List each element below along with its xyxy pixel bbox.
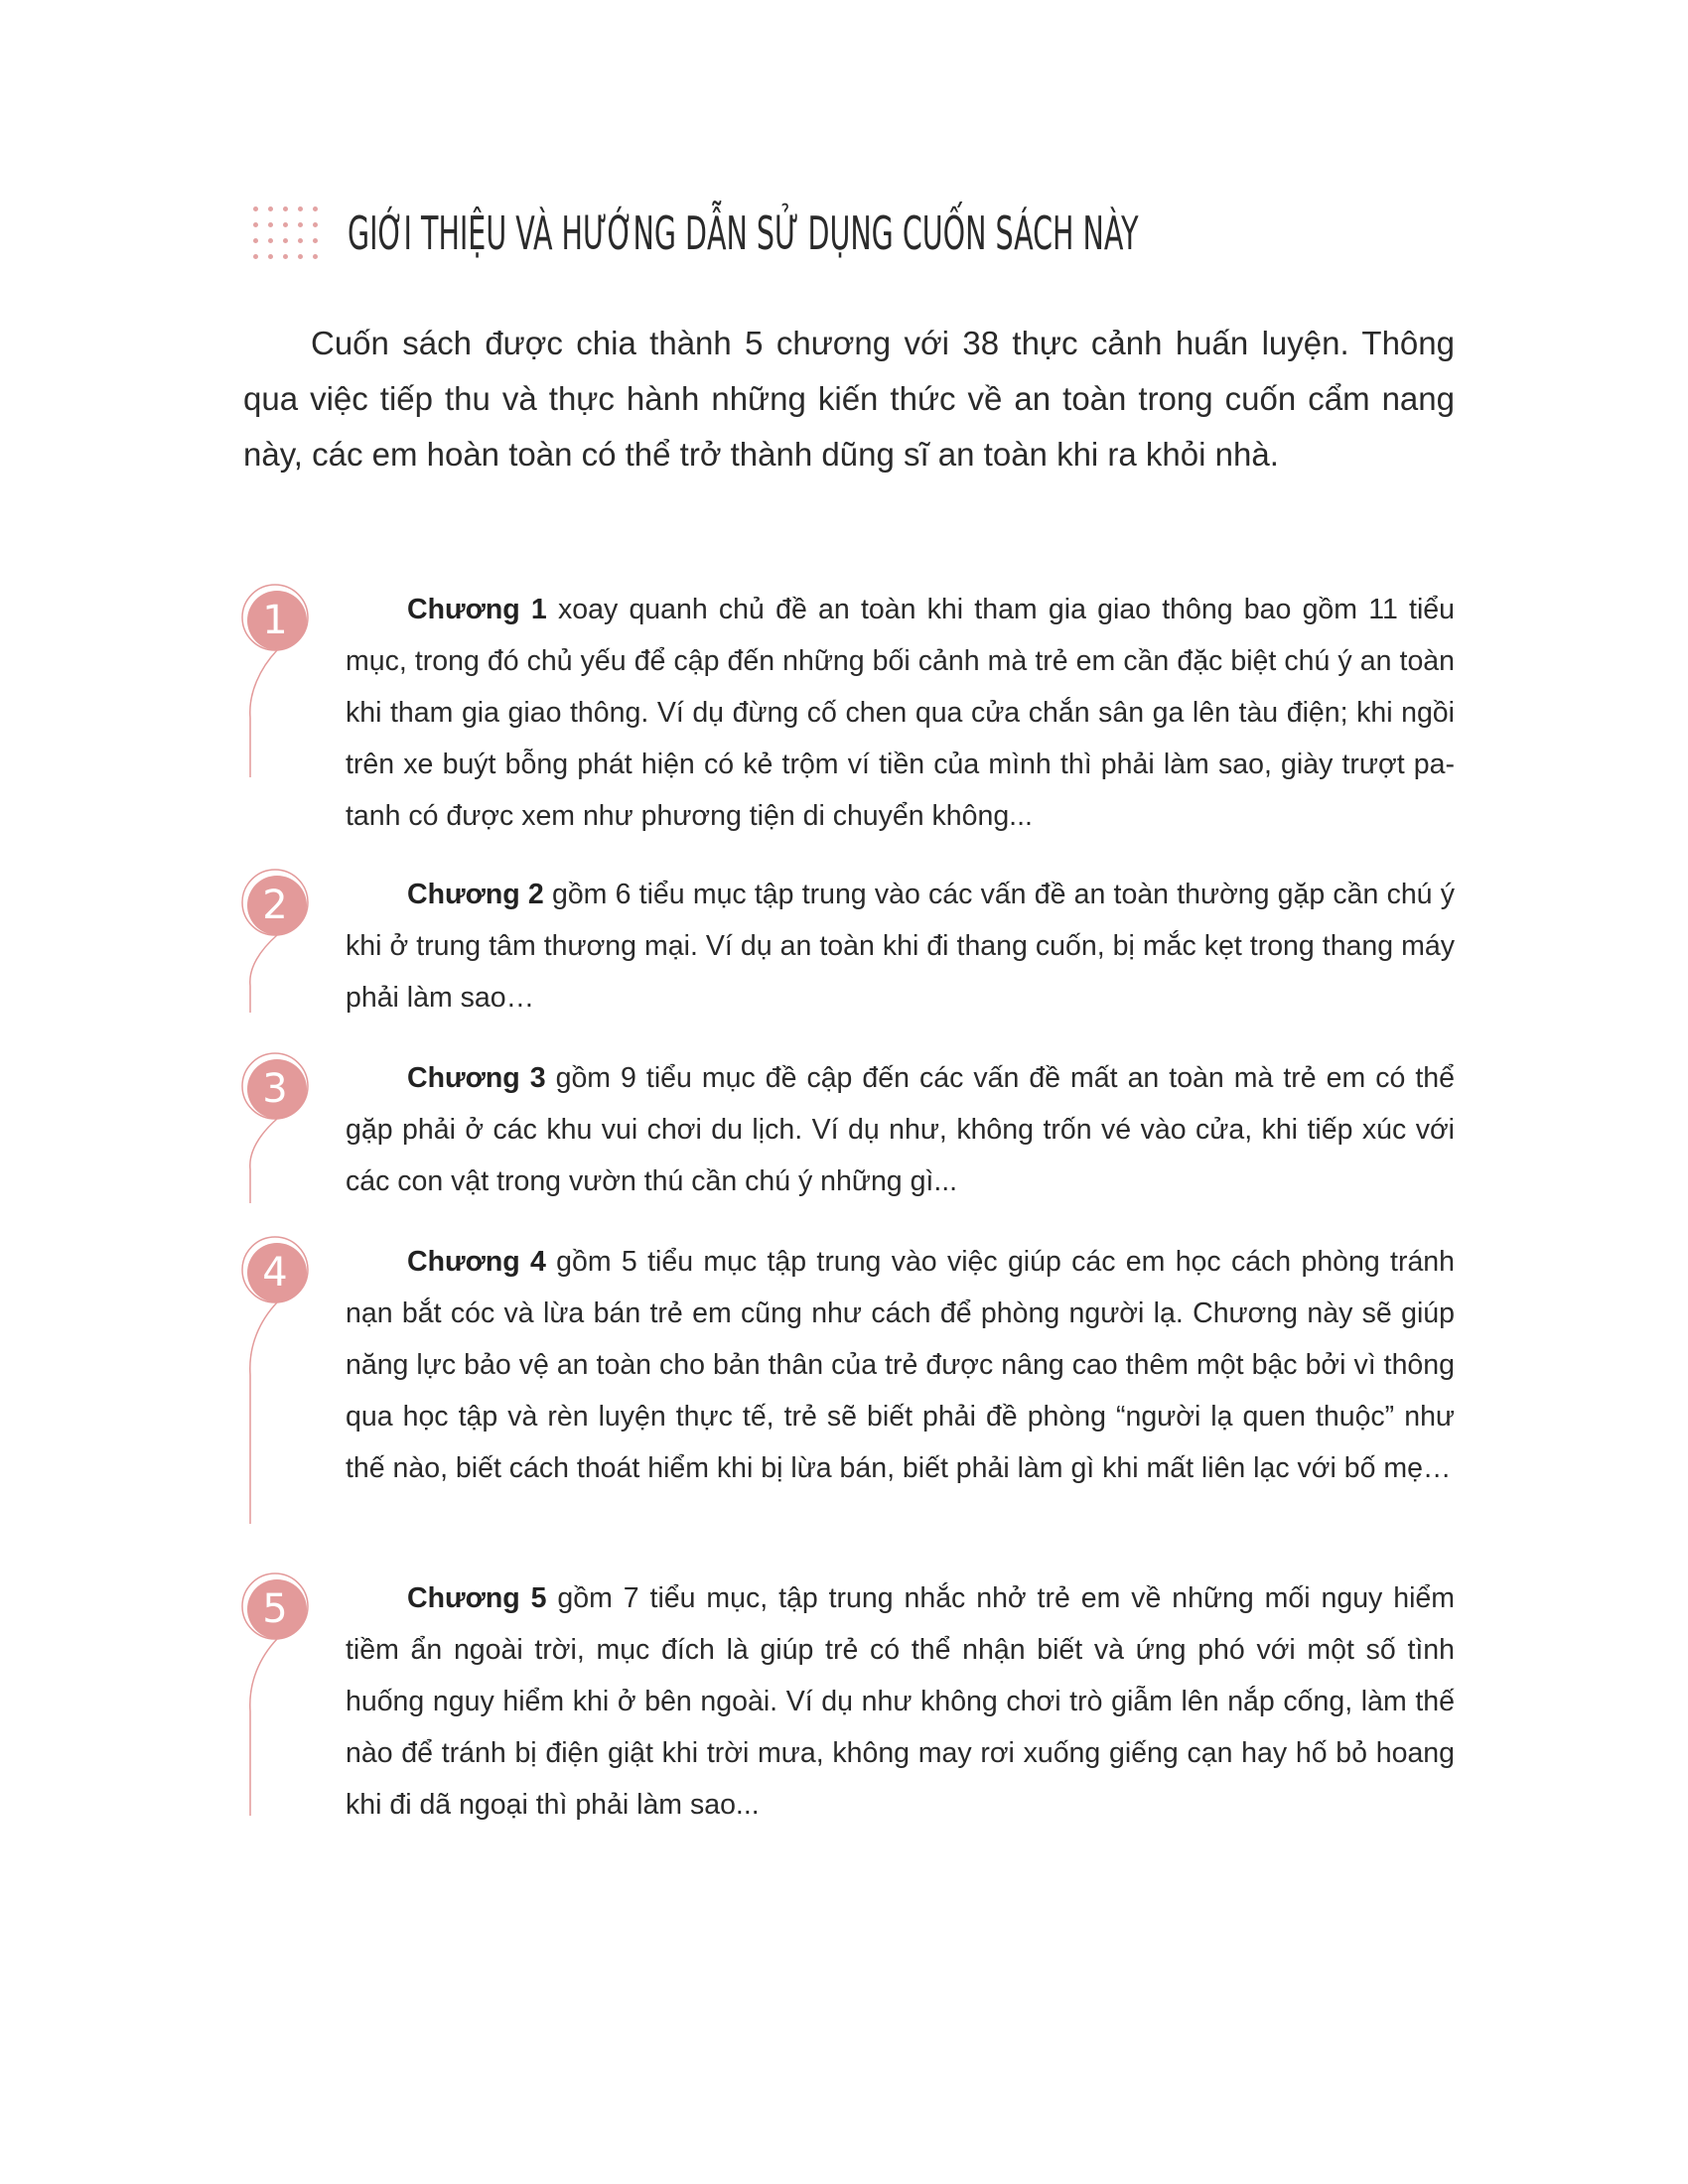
chapter-number-badge [238, 1572, 318, 1831]
dot-mark [298, 222, 303, 227]
chapter-body: gồm 6 tiểu mục tập trung vào các vấn đề an toàn thường gặp cần chú ý khi ở trung tâm thương mại. Ví dụ an toàn khi đi thang cuốn, bị mắc kẹt trong thang máy phải làm sao… [346, 879, 1455, 1014]
section-heading [253, 199, 1544, 278]
dot-mark [253, 238, 258, 243]
chapter-description [346, 1236, 1455, 1494]
chapter-body: gồm 5 tiểu mục tập trung vào việc giúp các em học cách phòng tránh nạn bắt cóc và lừa bán trẻ em cũng như cách để phòng người lạ. Chương này sẽ giúp năng lực bảo vệ an toàn cho bản thân của trẻ được nâng cao thêm một bậc bởi vì thông qua học tập và rèn luyện thực tế, trẻ sẽ biết phải đề phòng “người lạ quen thuộc” như thế nào, biết cách thoát hiểm khi bị lừa bán, biết phải làm gì khi mất liên lạc với bố mẹ… [346, 1246, 1455, 1484]
dot-mark [268, 238, 273, 243]
chapter-body: xoay quanh chủ đề an toàn khi tham gia giao thông bao gồm 11 tiểu mục, trong đó chủ yếu để cập đến những bối cảnh mà trẻ em cần đặc biệt chú ý an toàn khi tham gia giao thông. Ví dụ đừng cố chen qua cửa chắn sân ga lên tàu điện; khi ngồi trên xe buýt bỗng phát hiện có kẻ trộm ví tiền của mình thì phải làm sao, giày trượt pa-tanh có được xem như phương tiện di chuyển không... [346, 594, 1455, 832]
chapter-number: 1 [262, 598, 288, 643]
dot-mark [298, 206, 303, 211]
intro-paragraph: Cuốn sách được chia thành 5 chương với 38 thực cảnh huấn luyện. Thông qua việc tiếp thu và thực hành những kiến thức về an toàn trong cuốn cẩm nang này, các em hoàn toàn có thể trở thành dũng sĩ an toàn khi ra khỏi nhà. [243, 325, 1455, 473]
chapter-description [346, 584, 1455, 842]
number-balloon-icon [238, 1052, 318, 1201]
chapter-number-badge [238, 1236, 318, 1524]
chapter-number-badge [238, 869, 318, 1018]
dot-mark [313, 238, 318, 243]
chapter-number-badge [238, 584, 318, 782]
dot-mark [313, 222, 318, 227]
dot-mark [283, 238, 288, 243]
chapter-2 [238, 869, 1460, 1018]
dot-mark [283, 206, 288, 211]
dot-mark [268, 206, 273, 211]
number-balloon-icon [238, 869, 318, 1018]
chapter-number: 4 [262, 1250, 288, 1296]
chapter-label: Chương 5 [407, 1582, 547, 1614]
dot-mark [268, 254, 273, 259]
number-balloon-icon [238, 1572, 318, 1831]
dot-mark [253, 206, 258, 211]
chapter-description [346, 1052, 1455, 1207]
dot-mark [268, 222, 273, 227]
chapter-description [346, 1572, 1455, 1831]
dot-mark [283, 254, 288, 259]
chapter-number: 2 [262, 883, 288, 928]
chapter-description [346, 869, 1455, 1024]
dot-mark [298, 254, 303, 259]
dot-mark [283, 222, 288, 227]
chapter-number: 3 [262, 1066, 288, 1112]
dot-mark [253, 254, 258, 259]
chapter-label: Chương 2 [407, 879, 544, 910]
chapter-number: 5 [262, 1586, 288, 1632]
dotted-grid-icon [253, 206, 323, 266]
dot-mark [253, 222, 258, 227]
chapter-5 [238, 1572, 1460, 1831]
number-balloon-icon [238, 584, 318, 782]
dot-mark [298, 238, 303, 243]
chapter-number-badge [238, 1052, 318, 1201]
chapter-3 [238, 1052, 1460, 1201]
chapter-body: gồm 9 tiểu mục đề cập đến các vấn đề mất an toàn mà trẻ em có thể gặp phải ở các khu vui chơi du lịch. Ví dụ như, không trốn vé vào cửa, khi tiếp xúc với các con vật trong vườn thú cần chú ý những gì... [346, 1062, 1455, 1197]
chapter-4 [238, 1236, 1460, 1524]
chapter-1 [238, 584, 1460, 832]
number-balloon-icon [238, 1236, 318, 1524]
chapter-body: gồm 7 tiểu mục, tập trung nhắc nhở trẻ em về những mối nguy hiểm tiềm ẩn ngoài trời, mục đích là giúp trẻ có thể nhận biết và ứng phó với một số tình huống nguy hiểm khi ở bên ngoài. Ví dụ như không chơi trò giẫm lên nắp cống, làm thế nào để tránh bị điện giật khi trời mưa, không may rơi xuống giếng cạn hay hố bỏ hoang khi đi dã ngoại thì phải làm sao... [346, 1582, 1455, 1821]
chapter-label: Chương 1 [407, 594, 547, 625]
dot-mark [313, 254, 318, 259]
dot-mark [313, 206, 318, 211]
page-title: GIỚI THIỆU VÀ HƯỚNG DẪN SỬ DỤNG CUỐN SÁCH NÀY [348, 206, 1139, 260]
chapter-label: Chương 3 [407, 1062, 546, 1094]
chapter-label: Chương 4 [407, 1246, 546, 1278]
